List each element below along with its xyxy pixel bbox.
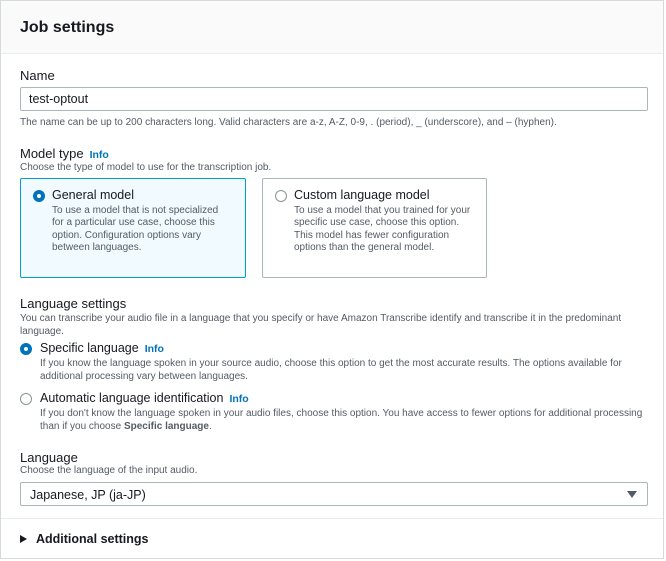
name-constraint-text: The name can be up to 200 characters long. Valid characters are a-z, A-Z, 0-9, . (period), _ (underscore), and – (hyphen).: [20, 117, 557, 128]
specific-language-radio[interactable]: [20, 343, 32, 355]
custom-language-model-tile[interactable]: [262, 178, 487, 278]
name-label: Name: [20, 68, 55, 83]
language-settings-description: You can transcribe your audio file in a language that you specify or have Amazon Transcribe identify and transcribe it in the predominant language.: [20, 313, 622, 337]
additional-settings-label: Additional settings: [36, 532, 149, 546]
automatic-language-identification-title[interactable]: [40, 391, 249, 405]
automatic-language-identification-radio[interactable]: [20, 393, 32, 405]
language-label: Language: [20, 450, 78, 465]
name-input[interactable]: [20, 87, 648, 111]
specific-language-description: If you know the language spoken in your source audio, choose this option to get the most accurate results. The options available for additional processing vary between languages.: [40, 358, 622, 382]
custom-language-model-title: Custom language model: [294, 188, 430, 202]
specific-language-info-link[interactable]: Info: [144, 343, 164, 355]
automatic-language-description-emphasis: Specific language: [123, 421, 209, 432]
general-model-radio[interactable]: [33, 190, 45, 202]
model-type-label: [20, 146, 109, 161]
custom-language-model-description: To use a model that you trained for your specific use case, choose this option. This model has fewer configuration options than the general model.: [294, 205, 471, 253]
language-description: Choose the language of the input audio.: [20, 465, 198, 476]
panel-title: Job settings: [20, 19, 115, 36]
model-type-label-text: Model type: [20, 146, 84, 161]
divider: [1, 518, 663, 519]
caret-right-icon: [20, 535, 27, 543]
language-select-value: Japanese, JP (ja-JP): [30, 488, 146, 502]
specific-language-title-text: Specific language: [40, 341, 139, 355]
custom-language-model-radio[interactable]: [275, 190, 287, 202]
automatic-language-description-text: If you don't know the language spoken in your audio files, choose this option. You have access to fewer options for additional processing than if you choose: [40, 408, 643, 432]
general-model-title: General model: [52, 188, 134, 202]
automatic-language-description-suffix: .: [208, 421, 212, 432]
general-model-description: To use a model that is not specialized for a particular use case, choose this option. Configuration options vary between languages.: [52, 205, 219, 253]
automatic-language-identification-info-link[interactable]: Info: [229, 393, 249, 405]
language-settings-label: Language settings: [20, 296, 127, 311]
automatic-language-identification-title-text: Automatic language identification: [40, 391, 224, 405]
model-type-description: Choose the type of model to use for the transcription job.: [20, 162, 272, 173]
automatic-language-identification-description: [40, 407, 650, 433]
panel-header: [1, 1, 663, 54]
specific-language-title[interactable]: [40, 341, 164, 355]
language-select[interactable]: [20, 482, 648, 506]
caret-down-icon: [627, 491, 637, 498]
model-type-info-link[interactable]: Info: [89, 149, 109, 161]
general-model-tile[interactable]: [20, 178, 246, 278]
